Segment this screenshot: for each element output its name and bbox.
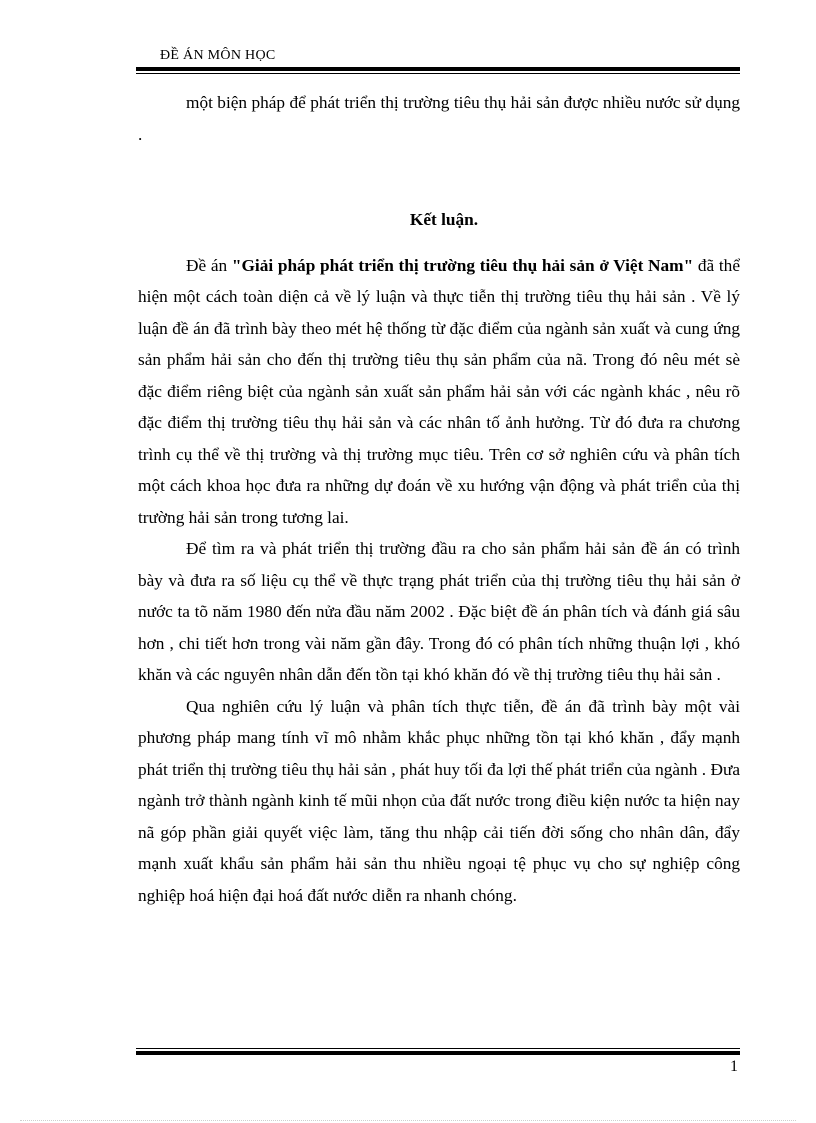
conclusion-paragraph-3: Qua nghiên cứu lý luận và phân tích thực tiễn, đề án đã trình bày một vài phương pháp mang tính vĩ mô nhằm khắc phục những tồn tại khó khăn , đẩy mạnh phát triển thị trường tiêu thụ hải sản , phát huy tối đa lợi thế phát triển của ngành . Đưa ngành trở thành ngành kinh tế mũi nhọn của đất nước trong điều kiện nước ta hiện nay nã góp phần giải quyết việc làm, tăng thu nhập cải tiến đời sống cho nhân dân, đẩy mạnh xuất khẩu sản phẩm hải sản thu nhiều ngoại tệ phục vụ cho sự nghiệp công nghiệp hoá hiện đại hoá đất nước diễn ra nhanh chóng. (138, 696, 740, 905)
page-number: 1 (730, 1058, 738, 1075)
project-title-bold: "Giải pháp phát triển thị trường tiêu thụ hải sản ở Việt Nam" (231, 255, 694, 275)
conclusion-paragraph-2: Để tìm ra và phát triển thị trường đầu ra cho sản phẩm hải sản đề án có trình bày và đưa ra số liệu cụ thể về thực trạng phát triển của thị trường tiêu thụ hải sản ở nước ta tõ năm 1980 đến nửa đầu năm 2002 . Đặc biệt đề án phân tích và đánh giá sâu hơn , chi tiết hơn trong vài năm gần đây. Trong đó có phân tích những thuận lợi , khó khăn và các nguyên nhân dẫn đến tồn tại khó khăn đó về thị trường tiêu thụ hải sản . (138, 539, 740, 684)
paragraph-1-prefix: Đề án (186, 255, 232, 275)
conclusion-heading: Kết luận. (409, 210, 479, 229)
header-rule-thin (136, 73, 740, 74)
footer-rule-thin (136, 1048, 740, 1049)
paragraph-1-rest: đã thể hiện một cách toàn diện cả về lý luận và thực tiễn thị trường tiêu thụ hải sản . Về lý luận đề án đã trình bày theo mét hệ thống từ đặc điểm của ngành sản xuất và cung ứng sản phẩm hải sản cho đến thị trường tiêu thụ sản phẩm của nã. Trong đó nêu mét sè đặc điểm riêng biệt của ngành sản xuất sản phẩm hải sản với các ngành khác , nêu rõ đặc điểm thị trường tiêu thụ hải sản và các nhân tố ảnh hưởng. Từ đó đưa ra chương trình cụ thể về thị trường và thị trường mục tiêu. Trên cơ sở nghiên cứu và phân tích một cách khoa học đưa ra những dự đoán về xu hướng vận động và phát triển của thị trường hải sản trong tương lai. (138, 255, 740, 527)
page-edge-dotted-line (20, 1120, 796, 1121)
header-rule-thick (136, 67, 740, 71)
header-title: ĐỀ ÁN MÔN HỌC (160, 48, 276, 63)
conclusion-paragraph-1 (138, 250, 740, 534)
page-header (136, 47, 740, 74)
document-body (138, 87, 740, 911)
continuation-paragraph: một biện pháp để phát triển thị trường tiêu thụ hải sản được nhiều nước sử dụng . (138, 93, 740, 144)
page-footer (136, 1048, 740, 1075)
footer-rule-thick (136, 1051, 740, 1055)
